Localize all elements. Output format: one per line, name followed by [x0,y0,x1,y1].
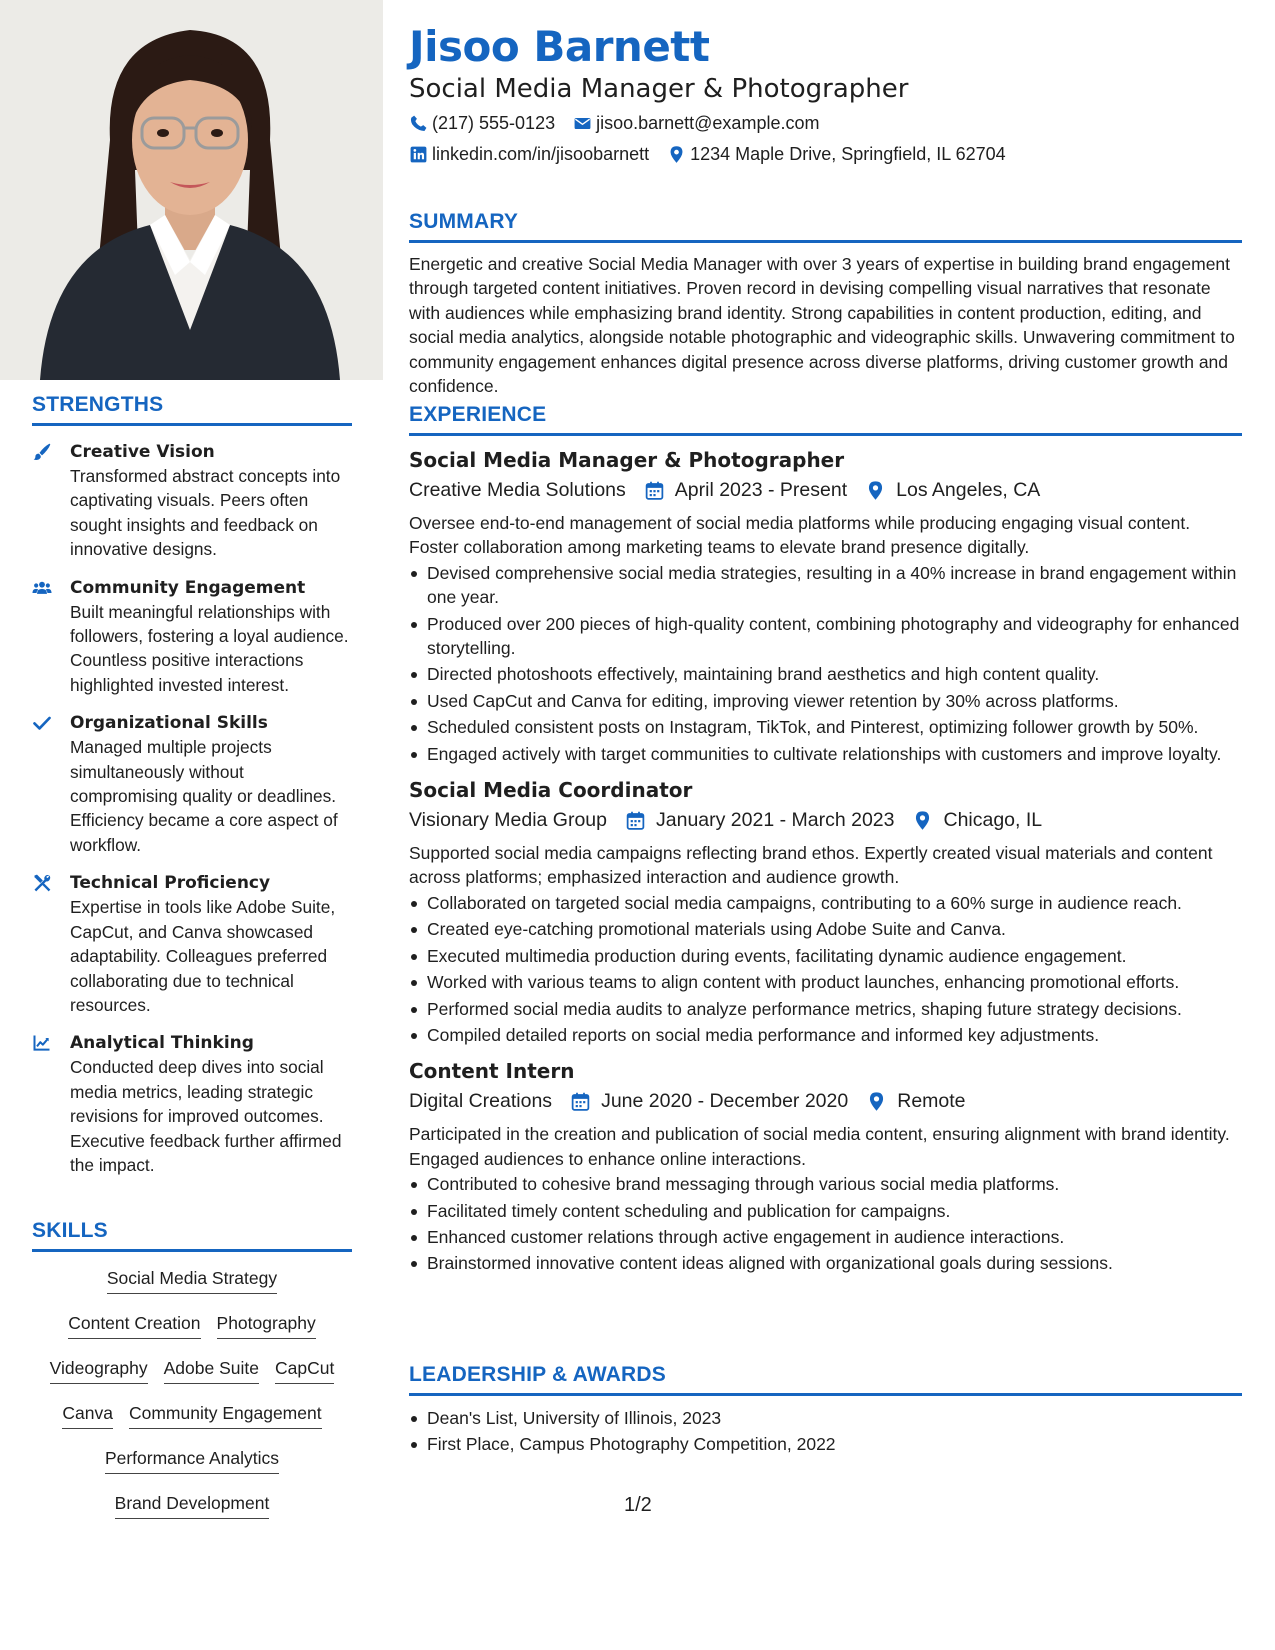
calendar-icon [644,480,665,501]
experience-rule [409,433,1242,436]
contact-email[interactable] [573,113,819,134]
skill-tag: Canva [62,1401,113,1429]
contact-row [409,144,1024,165]
summary-text: Energetic and creative Social Media Manager with over 3 years of expertise in building brand engagement through targeted content initiatives. Proven record in devising compelling visual narratives that resonate with audiences while emphasizing brand identity. Strong capabilities in content production, editing, and social media analytics, alongside notable photographic and videographic skills. Unwavering commitment to community engagement enhances digital presence across diverse platforms, driving customer growth and confidence. [409,254,1235,397]
calendar-icon [625,810,646,831]
chart-line-icon [32,1031,70,1177]
job-title: Content Intern [409,1059,575,1084]
email-text: jisoo.barnett@example.com [596,113,820,133]
list-item: Dean's List, University of Illinois, 2023 [409,1406,1242,1430]
awards-section [409,1363,1242,1459]
strength-title: Creative Vision [70,442,215,462]
job-meta [409,805,1242,835]
list-item: Executed multimedia production during events, facilitating dynamic audience engagement. [409,944,1242,968]
job-location: Remote [897,1090,966,1113]
strength-item [32,1031,352,1177]
list-item: Brainstormed innovative content ideas aligned with organizational goals during sessions. [409,1251,1242,1275]
list-item: Used CapCut and Canva for editing, improving viewer retention by 30% across platforms. [409,689,1242,713]
awards-rule [409,1393,1242,1396]
skill-tag: CapCut [275,1356,334,1384]
job-dates: April 2023 - Present [674,479,848,501]
skill-row [32,1446,352,1491]
skills-list [32,1266,352,1536]
strength-title: Analytical Thinking [70,1033,254,1054]
strength-item [32,871,352,1017]
skill-tag: Brand Development [115,1491,270,1519]
awards-list [409,1406,1242,1457]
summary-title: SUMMARY [409,210,519,233]
paintbrush-icon [32,440,70,562]
strengths-rule [32,423,352,426]
tools-icon [32,871,70,1017]
strength-item [32,576,352,698]
list-item: Enhanced customer relations through active engagement in audience interactions. [409,1225,1242,1249]
list-item: Contributed to cohesive brand messaging through various social media platforms. [409,1172,1242,1196]
list-item: Worked with various teams to align content with product launches, enhancing promotional efforts. [409,970,1242,994]
list-item: Scheduled consistent posts on Instagram, TikTok, and Pinterest, optimizing follower growth by 50%. [409,715,1242,739]
list-item: First Place, Campus Photography Competition, 2022 [409,1432,1242,1456]
phone-text: (217) 555-0123 [432,113,556,133]
job-description: Oversee end-to-end management of social media platforms while producing engaging visual content. Foster collaboration among marketing teams to elevate brand presence digitally. [409,513,1191,558]
strength-desc: Built meaningful relationships with followers, fostering a loyal audience. Countless positive interactions highlighted invested interest. [70,601,349,695]
profile-photo [0,0,383,380]
candidate-name: Jisoo Barnett [409,22,710,71]
page-number: 1/2 [624,1494,652,1516]
map-pin-icon [667,145,686,164]
contact-address [667,144,1006,165]
list-item: Facilitated timely content scheduling and publication for campaigns. [409,1199,1242,1223]
map-pin-icon [912,810,933,831]
job-description: Participated in the creation and publication of social media content, ensuring alignment with brand identity. Engaged audiences to enhance online interactions. [409,1124,1230,1169]
skill-tag: Photography [217,1311,316,1339]
skill-row [32,1491,352,1536]
list-item: Engaged actively with target communities to cultivate relationships with customers and improve loyalty. [409,742,1242,766]
job-entry [409,446,1242,766]
strength-desc: Expertise in tools like Adobe Suite, CapCut, and Canva showcased adaptability. Colleagues preferred collaborating due to technical resources. [70,897,336,1015]
job-bullets [409,891,1242,1047]
strength-desc: Conducted deep dives into social media metrics, leading strategic revisions for improved outcomes. Executive feedback further affirmed the impact. [70,1057,342,1175]
calendar-icon [570,1091,591,1112]
job-company: Creative Media Solutions [409,479,626,501]
strength-desc: Managed multiple projects simultaneously without compromising quality or deadlines. Efficiency became a core aspect of workflow. [70,737,338,855]
summary-section [409,210,1242,398]
job-title: Social Media Manager & Photographer [409,448,845,472]
contact-row [409,113,837,134]
contact-linkedin[interactable] [409,144,649,165]
skill-tag: Adobe Suite [164,1356,259,1384]
list-item: Produced over 200 pieces of high-quality content, combining photography and videography for enhanced storytelling. [409,612,1242,661]
candidate-role: Social Media Manager & Photographer [409,74,909,104]
strengths-section [32,393,352,1177]
map-pin-icon [865,480,886,501]
skill-tag: Social Media Strategy [107,1266,277,1294]
list-item: Collaborated on targeted social media campaigns, contributing to a 60% surge in audience reach. [409,891,1242,915]
job-meta [409,1086,1242,1116]
strength-title: Community Engagement [70,577,306,598]
job-location: Los Angeles, CA [896,479,1041,501]
job-bullets [409,561,1242,766]
job-title: Social Media Coordinator [409,778,693,803]
skill-row [32,1311,352,1356]
skill-tag: Community Engagement [129,1401,322,1429]
summary-rule [409,240,1242,243]
skill-tag: Videography [50,1356,148,1384]
address-text: 1234 Maple Drive, Springfield, IL 62704 [690,144,1006,164]
list-item: Compiled detailed reports on social media performance and informed key adjustments. [409,1023,1242,1047]
envelope-icon [573,114,592,133]
strength-item [32,711,352,857]
skills-title: SKILLS [32,1219,108,1242]
job-dates: June 2020 - December 2020 [601,1090,849,1113]
skill-row [32,1401,352,1446]
experience-title: EXPERIENCE [409,403,547,426]
strength-desc: Transformed abstract concepts into captivating visuals. Peers often sought insights and feedback on innovative designs. [70,466,341,560]
strength-title: Organizational Skills [70,713,268,734]
linkedin-icon [409,145,428,164]
checkmark-icon [32,711,70,857]
map-pin-icon [866,1091,887,1112]
list-item: Devised comprehensive social media strategies, resulting in a 40% increase in brand engagement within one year. [409,561,1242,610]
experience-section [409,403,1242,1278]
job-bullets [409,1172,1242,1276]
awards-title: LEADERSHIP & AWARDS [409,1363,666,1386]
linkedin-text: linkedin.com/in/jisoobarnett [432,144,650,164]
skills-rule [32,1249,352,1252]
skill-tag: Performance Analytics [105,1446,279,1474]
job-entry [409,776,1242,1047]
job-company: Digital Creations [409,1090,553,1113]
skill-row [32,1356,352,1401]
strength-item [32,440,352,562]
left-column [0,0,383,1650]
skill-row [32,1266,352,1311]
phone-icon [409,114,428,133]
job-dates: January 2021 - March 2023 [656,809,895,832]
job-description: Supported social media campaigns reflecting brand ethos. Expertly created visual materials and content across platforms; emphasized interaction and audience growth. [409,843,1213,888]
job-entry [409,1057,1242,1275]
job-meta [409,475,1242,505]
contact-phone[interactable] [409,113,555,134]
users-icon [32,576,70,698]
strengths-title: STRENGTHS [32,393,164,416]
list-item: Performed social media audits to analyze performance metrics, shaping future strategy decisions. [409,997,1242,1021]
skills-section [32,1219,352,1536]
list-item: Directed photoshoots effectively, maintaining brand aesthetics and high content quality. [409,662,1242,686]
job-location: Chicago, IL [943,809,1043,832]
job-company: Visionary Media Group [409,809,607,832]
skill-tag: Content Creation [68,1311,200,1339]
strength-title: Technical Proficiency [70,873,271,894]
list-item: Created eye-catching promotional materials using Adobe Suite and Canva. [409,917,1242,941]
